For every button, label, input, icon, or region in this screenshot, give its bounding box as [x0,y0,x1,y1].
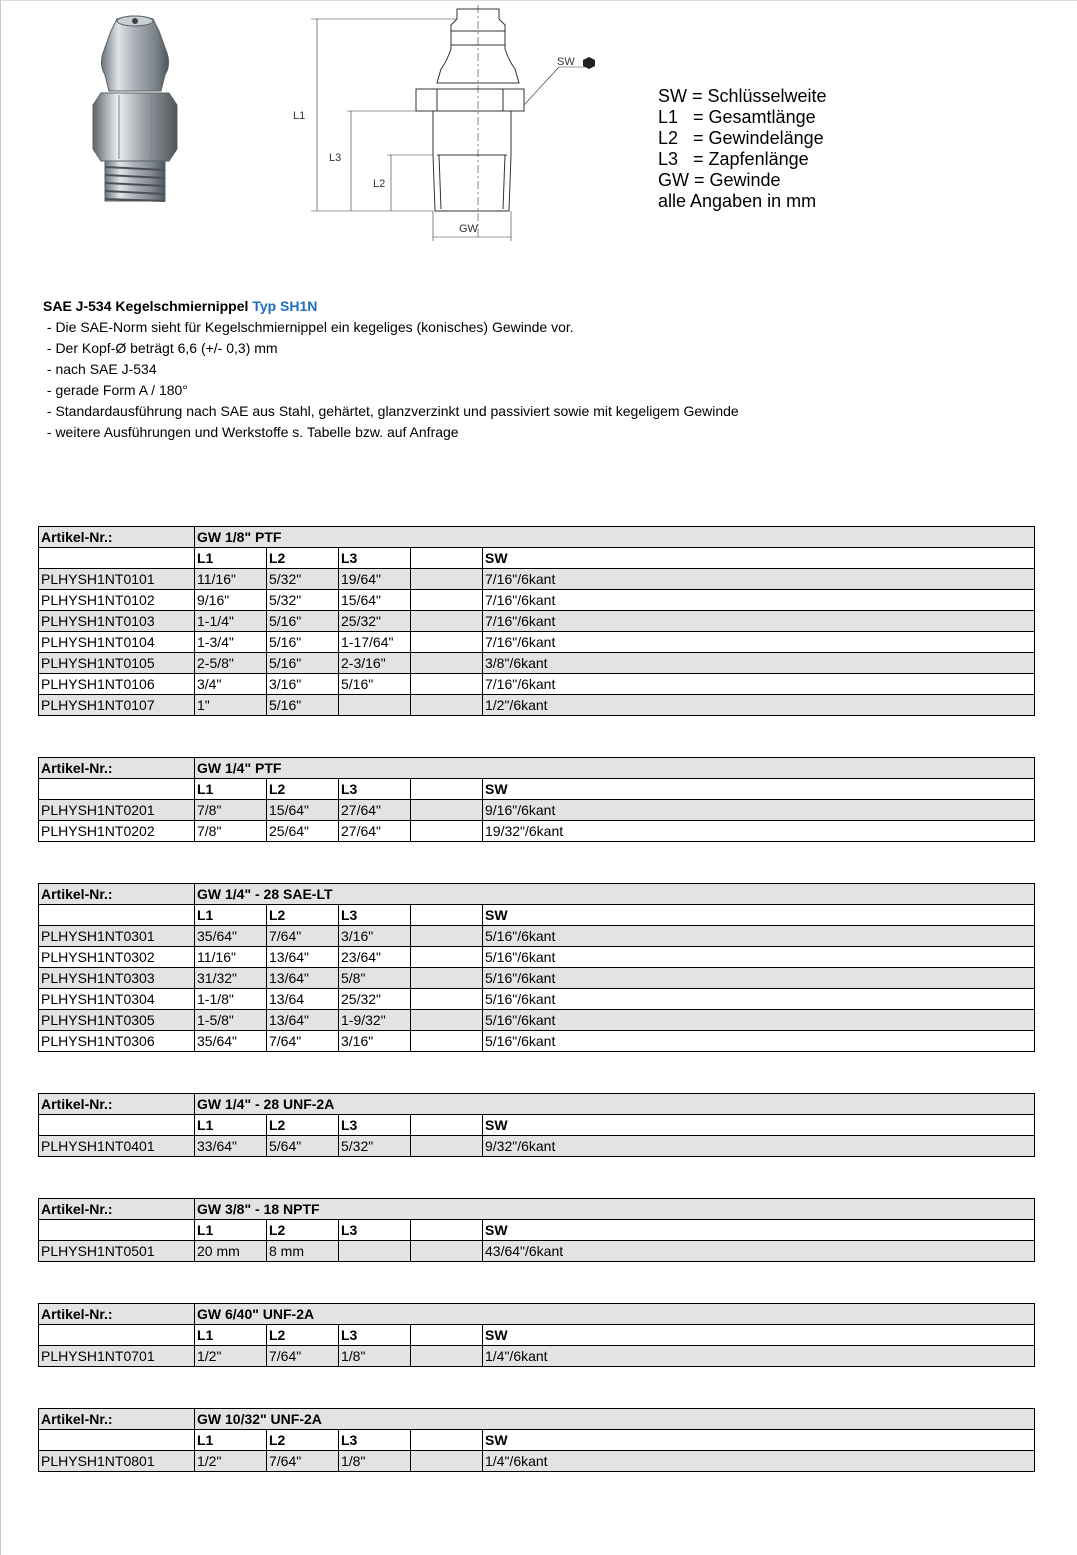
l3-cell: 1-9/32" [339,1010,411,1031]
l2-header: L2 [267,1220,339,1241]
l2-cell: 5/32" [267,590,339,611]
l3-cell: 5/8" [339,968,411,989]
product-title [43,296,739,317]
table-row [39,1346,1035,1367]
l1-header: L1 [195,779,267,800]
empty-header-cell [39,1220,195,1241]
l2-header: L2 [267,1430,339,1451]
article-number-cell: PLHYSH1NT0302 [39,947,195,968]
empty-header-cell [39,779,195,800]
l1-cell: 35/64" [195,1031,267,1052]
empty-header-cell [39,1430,195,1451]
l2-cell: 3/16" [267,674,339,695]
sw-cell: 7/16"/6kant [483,590,1035,611]
l2-cell: 7/64" [267,1451,339,1472]
l1-cell: 33/64" [195,1136,267,1157]
sw-cell: 1/2"/6kant [483,695,1035,716]
article-number-header: Artikel-Nr.: [39,884,195,905]
table-row [39,1010,1035,1031]
l1-label: L1 [293,110,306,122]
table-header-row [39,1094,1035,1115]
article-number-cell: PLHYSH1NT0201 [39,800,195,821]
l3-cell [339,1241,411,1262]
l3-cell: 1-17/64" [339,632,411,653]
l3-cell: 19/64" [339,569,411,590]
l1-cell: 1-1/4" [195,611,267,632]
l1-cell: 1-1/8" [195,989,267,1010]
article-number-cell: PLHYSH1NT0104 [39,632,195,653]
thread-type-header: GW 1/4" - 28 UNF-2A [195,1094,1035,1115]
l3-header: L3 [339,905,411,926]
table-row [39,1136,1035,1157]
empty-header-cell [411,779,483,800]
table-row [39,1451,1035,1472]
l3-cell: 1/8" [339,1451,411,1472]
l1-cell: 1-5/8" [195,1010,267,1031]
l1-cell: 2-5/8" [195,653,267,674]
sw-header: SW [483,1325,1035,1346]
l2-header: L2 [267,1325,339,1346]
l1-header: L1 [195,1430,267,1451]
table-row [39,926,1035,947]
l1-cell: 7/8" [195,821,267,842]
table-header-row [39,527,1035,548]
l1-cell: 1" [195,695,267,716]
l3-header: L3 [339,1430,411,1451]
column-header-row [39,1220,1035,1241]
article-number-cell: PLHYSH1NT0103 [39,611,195,632]
empty-cell [411,947,483,968]
empty-cell [411,1241,483,1262]
bullet-item: - Standardausführung nach SAE aus Stahl, gehärtet, glanzverzinkt und passiviert sowie mit kegeligem Gewinde [43,403,739,419]
column-header-row [39,779,1035,800]
l3-cell: 25/32" [339,989,411,1010]
table-row [39,611,1035,632]
sw-cell: 7/16"/6kant [483,611,1035,632]
l1-cell: 35/64" [195,926,267,947]
column-header-row [39,1430,1035,1451]
l3-header: L3 [339,1220,411,1241]
l2-cell: 5/32" [267,569,339,590]
thread-type-header: GW 6/40" UNF-2A [195,1304,1035,1325]
l3-cell: 27/64" [339,821,411,842]
empty-cell [411,1010,483,1031]
l2-header: L2 [267,779,339,800]
article-number-header: Artikel-Nr.: [39,527,195,548]
table-row [39,632,1035,653]
table-row [39,695,1035,716]
table-row [39,800,1035,821]
gw-label: GW [459,223,478,235]
l1-header: L1 [195,548,267,569]
table-row [39,1241,1035,1262]
l2-cell: 13/64 [267,989,339,1010]
empty-header-cell [411,1220,483,1241]
l3-cell: 15/64" [339,590,411,611]
l2-cell: 7/64" [267,1346,339,1367]
article-number-cell: PLHYSH1NT0801 [39,1451,195,1472]
empty-header-cell [411,548,483,569]
l2-cell: 15/64" [267,800,339,821]
empty-header-cell [39,1115,195,1136]
thread-type-header: GW 10/32" UNF-2A [195,1409,1035,1430]
l2-header: L2 [267,548,339,569]
table-row [39,989,1035,1010]
empty-cell [411,1346,483,1367]
article-number-header: Artikel-Nr.: [39,1409,195,1430]
table-header-row [39,1199,1035,1220]
article-number-cell: PLHYSH1NT0101 [39,569,195,590]
l1-header: L1 [195,1115,267,1136]
empty-header-cell [411,1325,483,1346]
legend-row: L2 = Gewindelänge [658,128,824,148]
legend-row: GW = Gewinde [658,170,781,190]
sw-label: SW [557,56,575,68]
l3-header: L3 [339,548,411,569]
l2-label: L2 [373,178,386,190]
dimension-drawing [289,5,619,245]
sw-cell: 7/16"/6kant [483,632,1035,653]
l3-cell: 25/32" [339,611,411,632]
l1-cell: 1/2" [195,1451,267,1472]
table-header-row [39,1409,1035,1430]
sw-cell: 7/16"/6kant [483,674,1035,695]
table-row [39,968,1035,989]
l1-cell: 20 mm [195,1241,267,1262]
l2-cell: 8 mm [267,1241,339,1262]
l2-cell: 13/64" [267,947,339,968]
empty-cell [411,1031,483,1052]
sw-cell: 1/4"/6kant [483,1346,1035,1367]
l2-cell: 7/64" [267,926,339,947]
sw-cell: 19/32"/6kant [483,821,1035,842]
empty-header-cell [39,1325,195,1346]
l3-cell: 2-3/16" [339,653,411,674]
article-number-cell: PLHYSH1NT0305 [39,1010,195,1031]
article-number-cell: PLHYSH1NT0102 [39,590,195,611]
sw-cell: 1/4"/6kant [483,1451,1035,1472]
sw-cell: 43/64"/6kant [483,1241,1035,1262]
sw-header: SW [483,1115,1035,1136]
sw-header: SW [483,779,1035,800]
dimension-legend [658,86,827,212]
sw-header: SW [483,1220,1035,1241]
l2-cell: 5/16" [267,611,339,632]
column-header-row [39,1115,1035,1136]
article-number-cell: PLHYSH1NT0501 [39,1241,195,1262]
thread-type-header: GW 1/8" PTF [195,527,1035,548]
table-row [39,1031,1035,1052]
l1-cell: 11/16" [195,947,267,968]
empty-cell [411,1136,483,1157]
column-header-row [39,905,1035,926]
grease-nipple-photo [79,13,191,205]
spec-table [38,1303,1035,1367]
empty-header-cell [411,1430,483,1451]
sw-cell: 9/32"/6kant [483,1136,1035,1157]
article-number-cell: PLHYSH1NT0301 [39,926,195,947]
l3-header: L3 [339,779,411,800]
product-title-text: SAE J-534 Kegelschmiernippel [43,298,253,314]
empty-cell [411,653,483,674]
article-number-header: Artikel-Nr.: [39,758,195,779]
article-number-cell: PLHYSH1NT0304 [39,989,195,1010]
legend-row: L1 = Gesamtlänge [658,107,816,127]
empty-cell [411,989,483,1010]
column-header-row [39,1325,1035,1346]
l3-cell [339,695,411,716]
l3-cell: 3/16" [339,1031,411,1052]
l3-cell: 5/16" [339,674,411,695]
l2-header: L2 [267,905,339,926]
article-number-cell: PLHYSH1NT0106 [39,674,195,695]
empty-header-cell [411,905,483,926]
spec-table [38,1198,1035,1262]
bullet-item: - nach SAE J-534 [43,361,157,377]
sw-cell: 5/16"/6kant [483,947,1035,968]
l1-cell: 7/8" [195,800,267,821]
l2-cell: 5/16" [267,695,339,716]
l3-label: L3 [329,152,342,164]
l3-cell: 1/8" [339,1346,411,1367]
product-description [43,296,739,443]
bullet-item: - weitere Ausführungen und Werkstoffe s. Tabelle bzw. auf Anfrage [43,424,459,440]
empty-cell [411,632,483,653]
l1-cell: 9/16" [195,590,267,611]
legend-row: alle Angaben in mm [658,191,817,211]
article-number-header: Artikel-Nr.: [39,1094,195,1115]
article-number-cell: PLHYSH1NT0107 [39,695,195,716]
l1-header: L1 [195,1325,267,1346]
sw-cell: 9/16"/6kant [483,800,1035,821]
l2-cell: 5/16" [267,632,339,653]
spec-table [38,757,1035,842]
l2-cell: 25/64" [267,821,339,842]
empty-cell [411,590,483,611]
l2-cell: 7/64" [267,1031,339,1052]
l3-cell: 5/32" [339,1136,411,1157]
l3-cell: 27/64" [339,800,411,821]
sw-cell: 5/16"/6kant [483,1010,1035,1031]
l2-cell: 5/16" [267,653,339,674]
l3-cell: 3/16" [339,926,411,947]
spec-table [38,1093,1035,1157]
table-row [39,590,1035,611]
sw-cell: 5/16"/6kant [483,926,1035,947]
table-row [39,569,1035,590]
l2-header: L2 [267,1115,339,1136]
l2-cell: 13/64" [267,968,339,989]
article-number-cell: PLHYSH1NT0202 [39,821,195,842]
article-number-cell: PLHYSH1NT0401 [39,1136,195,1157]
article-number-cell: PLHYSH1NT0303 [39,968,195,989]
empty-cell [411,1451,483,1472]
sw-header: SW [483,548,1035,569]
l1-cell: 1-3/4" [195,632,267,653]
article-number-cell: PLHYSH1NT0701 [39,1346,195,1367]
article-number-cell: PLHYSH1NT0306 [39,1031,195,1052]
sw-cell: 5/16"/6kant [483,1031,1035,1052]
thread-type-header: GW 1/4" PTF [195,758,1035,779]
empty-cell [411,926,483,947]
l1-header: L1 [195,905,267,926]
l3-cell: 23/64" [339,947,411,968]
empty-cell [411,674,483,695]
table-header-row [39,1304,1035,1325]
l3-header: L3 [339,1325,411,1346]
bullet-item: - Der Kopf-Ø beträgt 6,6 (+/- 0,3) mm [43,340,278,356]
sw-cell: 3/8"/6kant [483,653,1035,674]
sw-cell: 5/16"/6kant [483,968,1035,989]
thread-type-header: GW 1/4" - 28 SAE-LT [195,884,1035,905]
empty-cell [411,821,483,842]
empty-header-cell [39,905,195,926]
l3-header: L3 [339,1115,411,1136]
table-header-row [39,758,1035,779]
empty-cell [411,800,483,821]
table-row [39,947,1035,968]
spec-table [38,883,1035,1052]
product-type: Typ SH1N [252,298,318,314]
l1-header: L1 [195,1220,267,1241]
empty-header-cell [411,1115,483,1136]
thread-type-header: GW 3/8" - 18 NPTF [195,1199,1035,1220]
spec-table [38,526,1035,716]
sw-cell: 7/16"/6kant [483,569,1035,590]
l1-cell: 3/4" [195,674,267,695]
empty-cell [411,569,483,590]
article-number-header: Artikel-Nr.: [39,1199,195,1220]
article-number-header: Artikel-Nr.: [39,1304,195,1325]
l2-cell: 5/64" [267,1136,339,1157]
table-row [39,821,1035,842]
empty-cell [411,695,483,716]
table-header-row [39,884,1035,905]
l2-cell: 13/64" [267,1010,339,1031]
sw-header: SW [483,1430,1035,1451]
table-row [39,653,1035,674]
spec-table [38,1408,1035,1472]
sw-cell: 5/16"/6kant [483,989,1035,1010]
sw-header: SW [483,905,1035,926]
bullet-item: - Die SAE-Norm sieht für Kegelschmiernippel ein kegeliges (konisches) Gewinde vor. [43,319,574,335]
legend-row: SW = Schlüsselweite [658,86,827,106]
l1-cell: 1/2" [195,1346,267,1367]
l1-cell: 11/16" [195,569,267,590]
empty-cell [411,968,483,989]
l1-cell: 31/32" [195,968,267,989]
legend-row: L3 = Zapfenlänge [658,149,809,169]
empty-header-cell [39,548,195,569]
bullet-item: - gerade Form A / 180° [43,382,188,398]
article-number-cell: PLHYSH1NT0105 [39,653,195,674]
empty-cell [411,611,483,632]
table-row [39,674,1035,695]
column-header-row [39,548,1035,569]
